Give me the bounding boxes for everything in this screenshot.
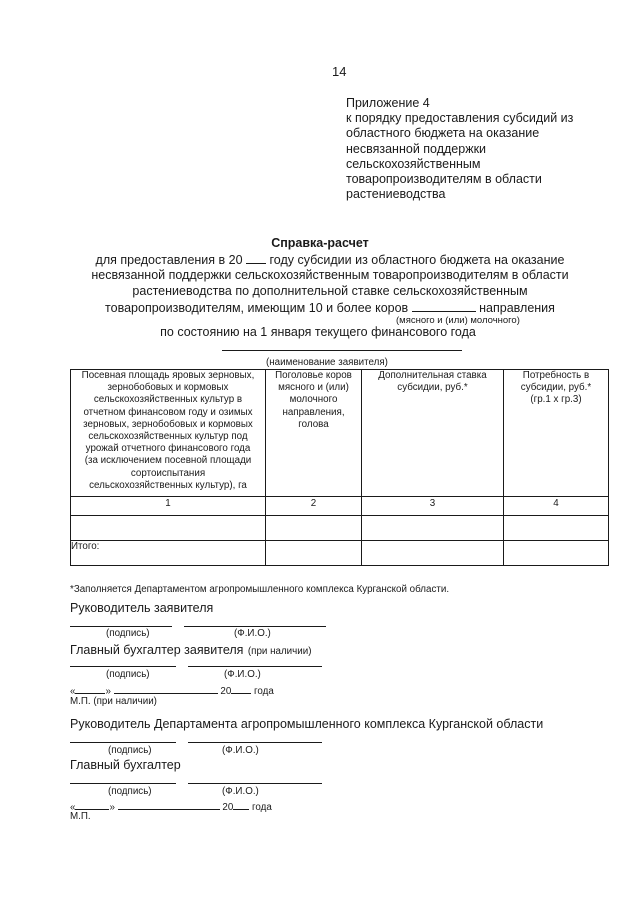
- header-cell-rate: [362, 370, 504, 497]
- intro-text: году субсидии из областного бюджета на оказание: [269, 253, 565, 267]
- quote-open: «: [70, 802, 76, 813]
- chief-accountant-applicant: [70, 641, 311, 659]
- calculation-table: [70, 369, 609, 566]
- fio-caption: (Ф.И.О.): [222, 745, 259, 756]
- direction-blank: [412, 300, 476, 312]
- table-header-row: [71, 370, 609, 497]
- header-line: сельскохозяйственных культур под: [88, 431, 248, 443]
- applicant-name-line: [222, 350, 462, 351]
- year-blank: [246, 252, 266, 264]
- table-cell[interactable]: [504, 541, 609, 566]
- chief-accountant-applicant-label: Главный бухгалтер заявителя: [70, 643, 244, 657]
- table-cell[interactable]: [71, 516, 266, 541]
- table-row: [71, 516, 609, 541]
- appendix-line: к порядку предоставления субсидий из: [346, 111, 574, 126]
- table-cell[interactable]: [362, 516, 504, 541]
- day-blank: [75, 798, 109, 810]
- fio-caption: (Ф.И.О.): [234, 628, 271, 639]
- appendix-header: [346, 96, 616, 202]
- signature-caption: (подпись): [106, 628, 150, 639]
- fio-line: [188, 783, 322, 784]
- intro-line-2: несвязанной поддержки сельскохозяйственным товаропроизводителям в области: [91, 268, 569, 282]
- intro-text: направления: [479, 301, 555, 315]
- header-line: мясного и (или): [278, 382, 349, 394]
- signature-line: [70, 742, 176, 743]
- date-line: [70, 682, 274, 697]
- header-line: Потребность в: [522, 370, 590, 381]
- header-line: (за исключением посевной площади: [84, 455, 252, 467]
- column-number: 1: [71, 497, 266, 516]
- year-prefix: 20: [220, 686, 232, 697]
- year-suffix: года: [252, 802, 272, 813]
- header-line: направления,: [282, 406, 345, 418]
- year-blank: [233, 798, 249, 810]
- applicant-head-label: Руководитель заявителя: [70, 601, 214, 615]
- header-line: Поголовье коров: [275, 370, 352, 381]
- fio-caption: (Ф.И.О.): [222, 786, 259, 797]
- intro-line-1: [0, 252, 640, 269]
- intro-line-5: по состоянию на 1 января текущего финансового года: [160, 325, 476, 339]
- header-line: голова: [298, 418, 329, 430]
- header-line: субсидии, руб.*: [397, 382, 468, 394]
- header-cell-need: [504, 370, 609, 497]
- header-cell-cows: [266, 370, 362, 497]
- page-number: 14: [332, 64, 347, 79]
- header-line: сельскохозяйственных культур), га: [89, 479, 247, 491]
- fio-caption: (Ф.И.О.): [224, 669, 261, 680]
- quote-close: »: [105, 686, 111, 697]
- table-cell[interactable]: [266, 541, 362, 566]
- year-blank: [231, 682, 251, 694]
- fio-line: [184, 626, 326, 627]
- quote-close: »: [109, 802, 115, 813]
- stamp-label: М.П.: [70, 811, 91, 822]
- fio-line: [188, 666, 322, 667]
- column-number: 2: [266, 497, 362, 516]
- department-head-label: Руководитель Департамента агропромышленного комплекса Курганской области: [70, 717, 544, 731]
- chief-accountant-label: Главный бухгалтер: [70, 758, 181, 772]
- header-line: сортоиспытания: [130, 467, 206, 479]
- document-title: Справка-расчет: [271, 236, 369, 250]
- signature-caption: (подпись): [106, 669, 150, 680]
- header-line: сельскохозяйственных культур в: [93, 394, 243, 406]
- total-label: Итого:: [71, 541, 266, 566]
- header-line: зерновых, зернобобовых и кормовых: [83, 418, 253, 430]
- header-line: молочного: [289, 394, 338, 406]
- header-line: зернобобовых и кормовых: [107, 382, 229, 394]
- applicant-name-caption: (наименование заявителя): [266, 357, 388, 368]
- column-number-row: [71, 497, 609, 516]
- year-suffix: года: [254, 686, 274, 697]
- if-any-note: (при наличии): [247, 646, 312, 657]
- signature-line: [70, 783, 176, 784]
- intro-text: товаропроизводителям, имеющим 10 и более коров: [105, 301, 409, 315]
- header-line: Посевная площадь яровых зерновых,: [81, 370, 255, 381]
- header-line: урожай отчетного финансового года: [85, 443, 251, 455]
- signature-caption: (подпись): [108, 786, 152, 797]
- header-line: (гр.1 х гр.3): [530, 394, 582, 406]
- year-prefix: 20: [222, 802, 234, 813]
- column-number: 3: [362, 497, 504, 516]
- month-blank: [114, 682, 218, 694]
- fio-line: [188, 742, 322, 743]
- table-cell[interactable]: [504, 516, 609, 541]
- intro-line-4: [0, 300, 640, 317]
- table-cell[interactable]: [266, 516, 362, 541]
- appendix-line: растениеводства: [346, 187, 446, 202]
- signature-caption: (подпись): [108, 745, 152, 756]
- direction-note: (мясного и (или) молочного): [396, 315, 520, 326]
- header-line: субсидии, руб.*: [520, 382, 592, 394]
- day-blank: [75, 682, 105, 694]
- header-cell-area: [71, 370, 266, 497]
- quote-open: «: [70, 686, 76, 697]
- column-number: 4: [504, 497, 609, 516]
- table-cell[interactable]: [362, 541, 504, 566]
- intro-text: для предоставления в 20: [95, 253, 243, 267]
- appendix-line: несвязанной поддержки: [346, 141, 487, 156]
- header-line: отчетном финансовом году и озимых: [83, 406, 253, 418]
- signature-line: [70, 626, 172, 627]
- header-line: Дополнительная ставка: [378, 370, 487, 381]
- appendix-line: товаропроизводителям в области: [346, 172, 542, 187]
- signature-line: [70, 666, 176, 667]
- appendix-line: Приложение 4: [346, 96, 430, 110]
- appendix-line: областного бюджета на оказание: [346, 126, 540, 141]
- stamp-if-any: М.П. (при наличии): [70, 696, 157, 707]
- intro-line-3: растениеводства по дополнительной ставке сельскохозяйственным: [132, 284, 528, 298]
- date-line: [70, 798, 272, 813]
- footnote: *Заполняется Департаментом агропромышленного комплекса Курганской области.: [70, 584, 450, 595]
- total-row: [71, 541, 609, 566]
- appendix-line: сельскохозяйственным: [346, 156, 481, 171]
- month-blank: [118, 798, 220, 810]
